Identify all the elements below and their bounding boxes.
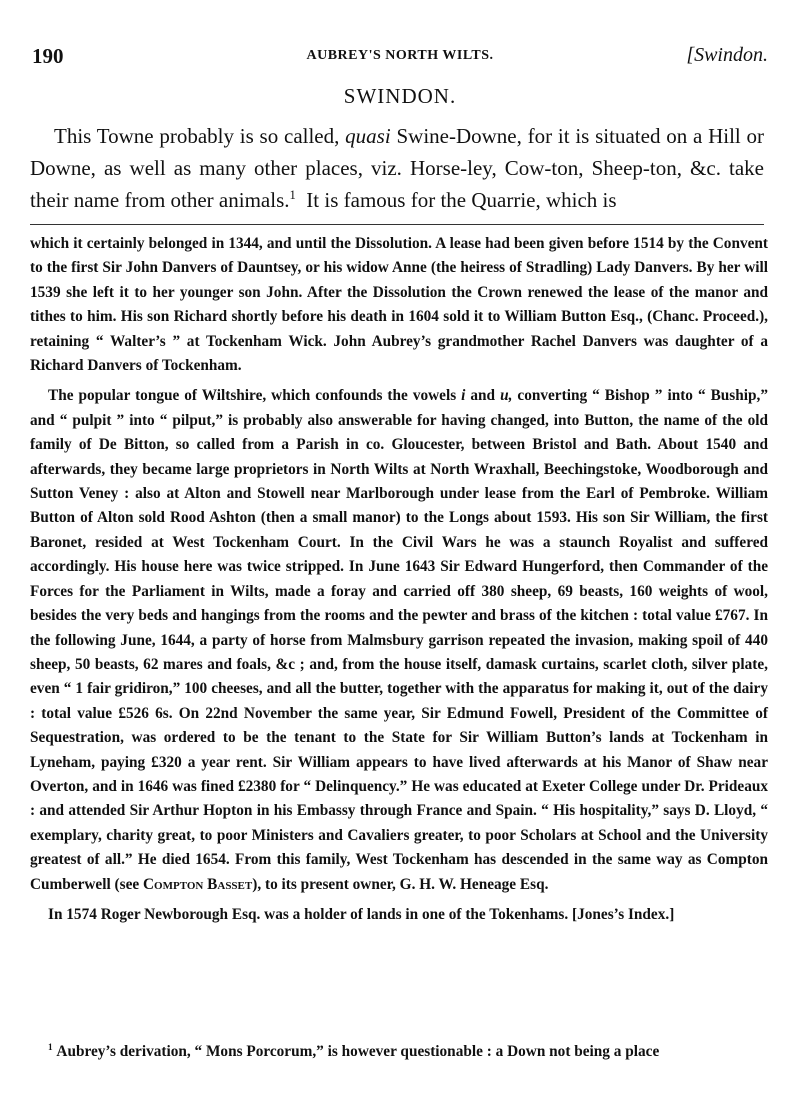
section-title: SWINDON. [343,84,457,108]
main-text-tail: It is famous for the Quarrie, which is [306,188,617,212]
footnote-ref: 1 [289,188,296,202]
vowel-i: i [461,387,466,405]
vowel-u: u, [500,387,513,405]
main-text-lead: This Towne probably is so called, [54,124,340,148]
main-paragraph [30,120,764,216]
page-number: 190 [32,44,64,68]
notes-paragraph-2 [30,384,768,897]
notes-paragraph-1: which it certainly belonged in 1344, and until the Dissolution. A lease had been given before 1514 by the Convent to the first Sir John Danvers of Dauntsey, or his widow Anne (the heiress of Stradling) Lady Danvers. By her will 1539 she left it to her younger son John. After the Dissolution the Crown renewed the lease of the manor and tithes to him. His son Richard shortly before his death in 1604 sold it to William Button Esq., (Chanc. Proceed.), retaining “ Walter’s ” at Tockenham Wick. John Aubrey’s grandmother Rachel Danvers was daughter of a Richard Danvers of Tockenham. [30,235,768,375]
footnote-marker: 1 [48,1041,53,1052]
running-title: AUBREY'S NORTH WILTS. [306,48,494,63]
section-tag: [Swindon. [686,44,768,66]
notes-paragraph-3: In 1574 Roger Newborough Esq. was a holder of lands in one of the Tokenhams. [Jones’s Index.] [48,905,675,923]
separator-rule [30,224,764,225]
notes-p2-and: and [470,387,496,405]
notes-p2-body: converting “ Bishop ” into “ Buship,” and “ pulpit ” into “ pilput,” is probably also answerable for having changed, into Button, the name of the old family of De Bitton, so called from a Parish in co. Gloucester, between Bristol and Bath. About 1540 and afterwards, they became large proprietors in North Wilts at North Wraxhall, Beechingstoke, Woodborough and Sutton Veney : also at Alton and Stowell near Marlborough under lease from the Earl of Pembroke. William Button of Alton sold Rood Ashton (then a small manor) to the Longs about 1593. His son Sir William, the first Baronet, resided at West Tockenham Court. In the Civil Wars he was a staunch Royalist and suffered accordingly. His house here was twice stripped. In June 1643 Sir Edward Hungerford, then Commander of the Forces for the Parliament in Wilts, made a foray and carried off 380 sheep, 69 beasts, 160 weights of wool, besides the very beds and hangings from the rooms and the pewter and brass of the kitchen : total value £767. In the following June, 1644, a party of horse from Malmsbury garrison repeated the invasion, making spoil of 440 sheep, 50 beasts, 62 mares and foals, &c ; and, from the house itself, damask curtains, scarlet cloth, silver plate, even “ 1 fair gridiron,” 100 cheeses, and all the butter, together with the apparatus for making it, out of the dairy : total value £526 6s. On 22nd November the same year, Sir Edmund Fowell, President of the Committee of Sequestration, was ordered to be the tenant to the State for Sir William Button’s lands at Tockenham in Lyneham, paying £320 a year rent. Sir William appears to have lived afterwards at his Manor of Shaw near Overton, and in 1646 was fined £2380 for “ Delinquency.” He was educated at Exeter College under Dr. Prideaux : and attended Sir Arthur Hopton in his Embassy through France and Spain. “ His hospitality,” says D. Lloyd, “ exemplary, charity great, to poor Ministers and Cavaliers greater, to poor Scholars at School and the University greatest of all.” He died 1654. From this family, West Tockenham has descended in the same way as Compton Cumberwell (see [30,387,768,893]
notes-p2-lead: The popular tongue of Wiltshire, which confounds the vowels [48,387,457,405]
main-text [30,120,764,216]
main-text-quasi: quasi [345,124,391,148]
notes-block [30,232,768,927]
notes-p2-end: ), to its present owner, G. H. W. Heneage Esq. [252,875,549,893]
main-text-body: Swine-Downe, for it is situated on a Hill or Downe, as well as many other places, viz. Horse-ley, Cow-ton, Sheep-ton, &c. take their name from other animals. [30,124,765,212]
cross-reference: Compton Basset [143,875,253,893]
footnote [30,1040,768,1064]
running-head [32,44,768,70]
footnote-text: Aubrey’s derivation, “ Mons Porcorum,” is however questionable : a Down not being a place [56,1043,660,1060]
